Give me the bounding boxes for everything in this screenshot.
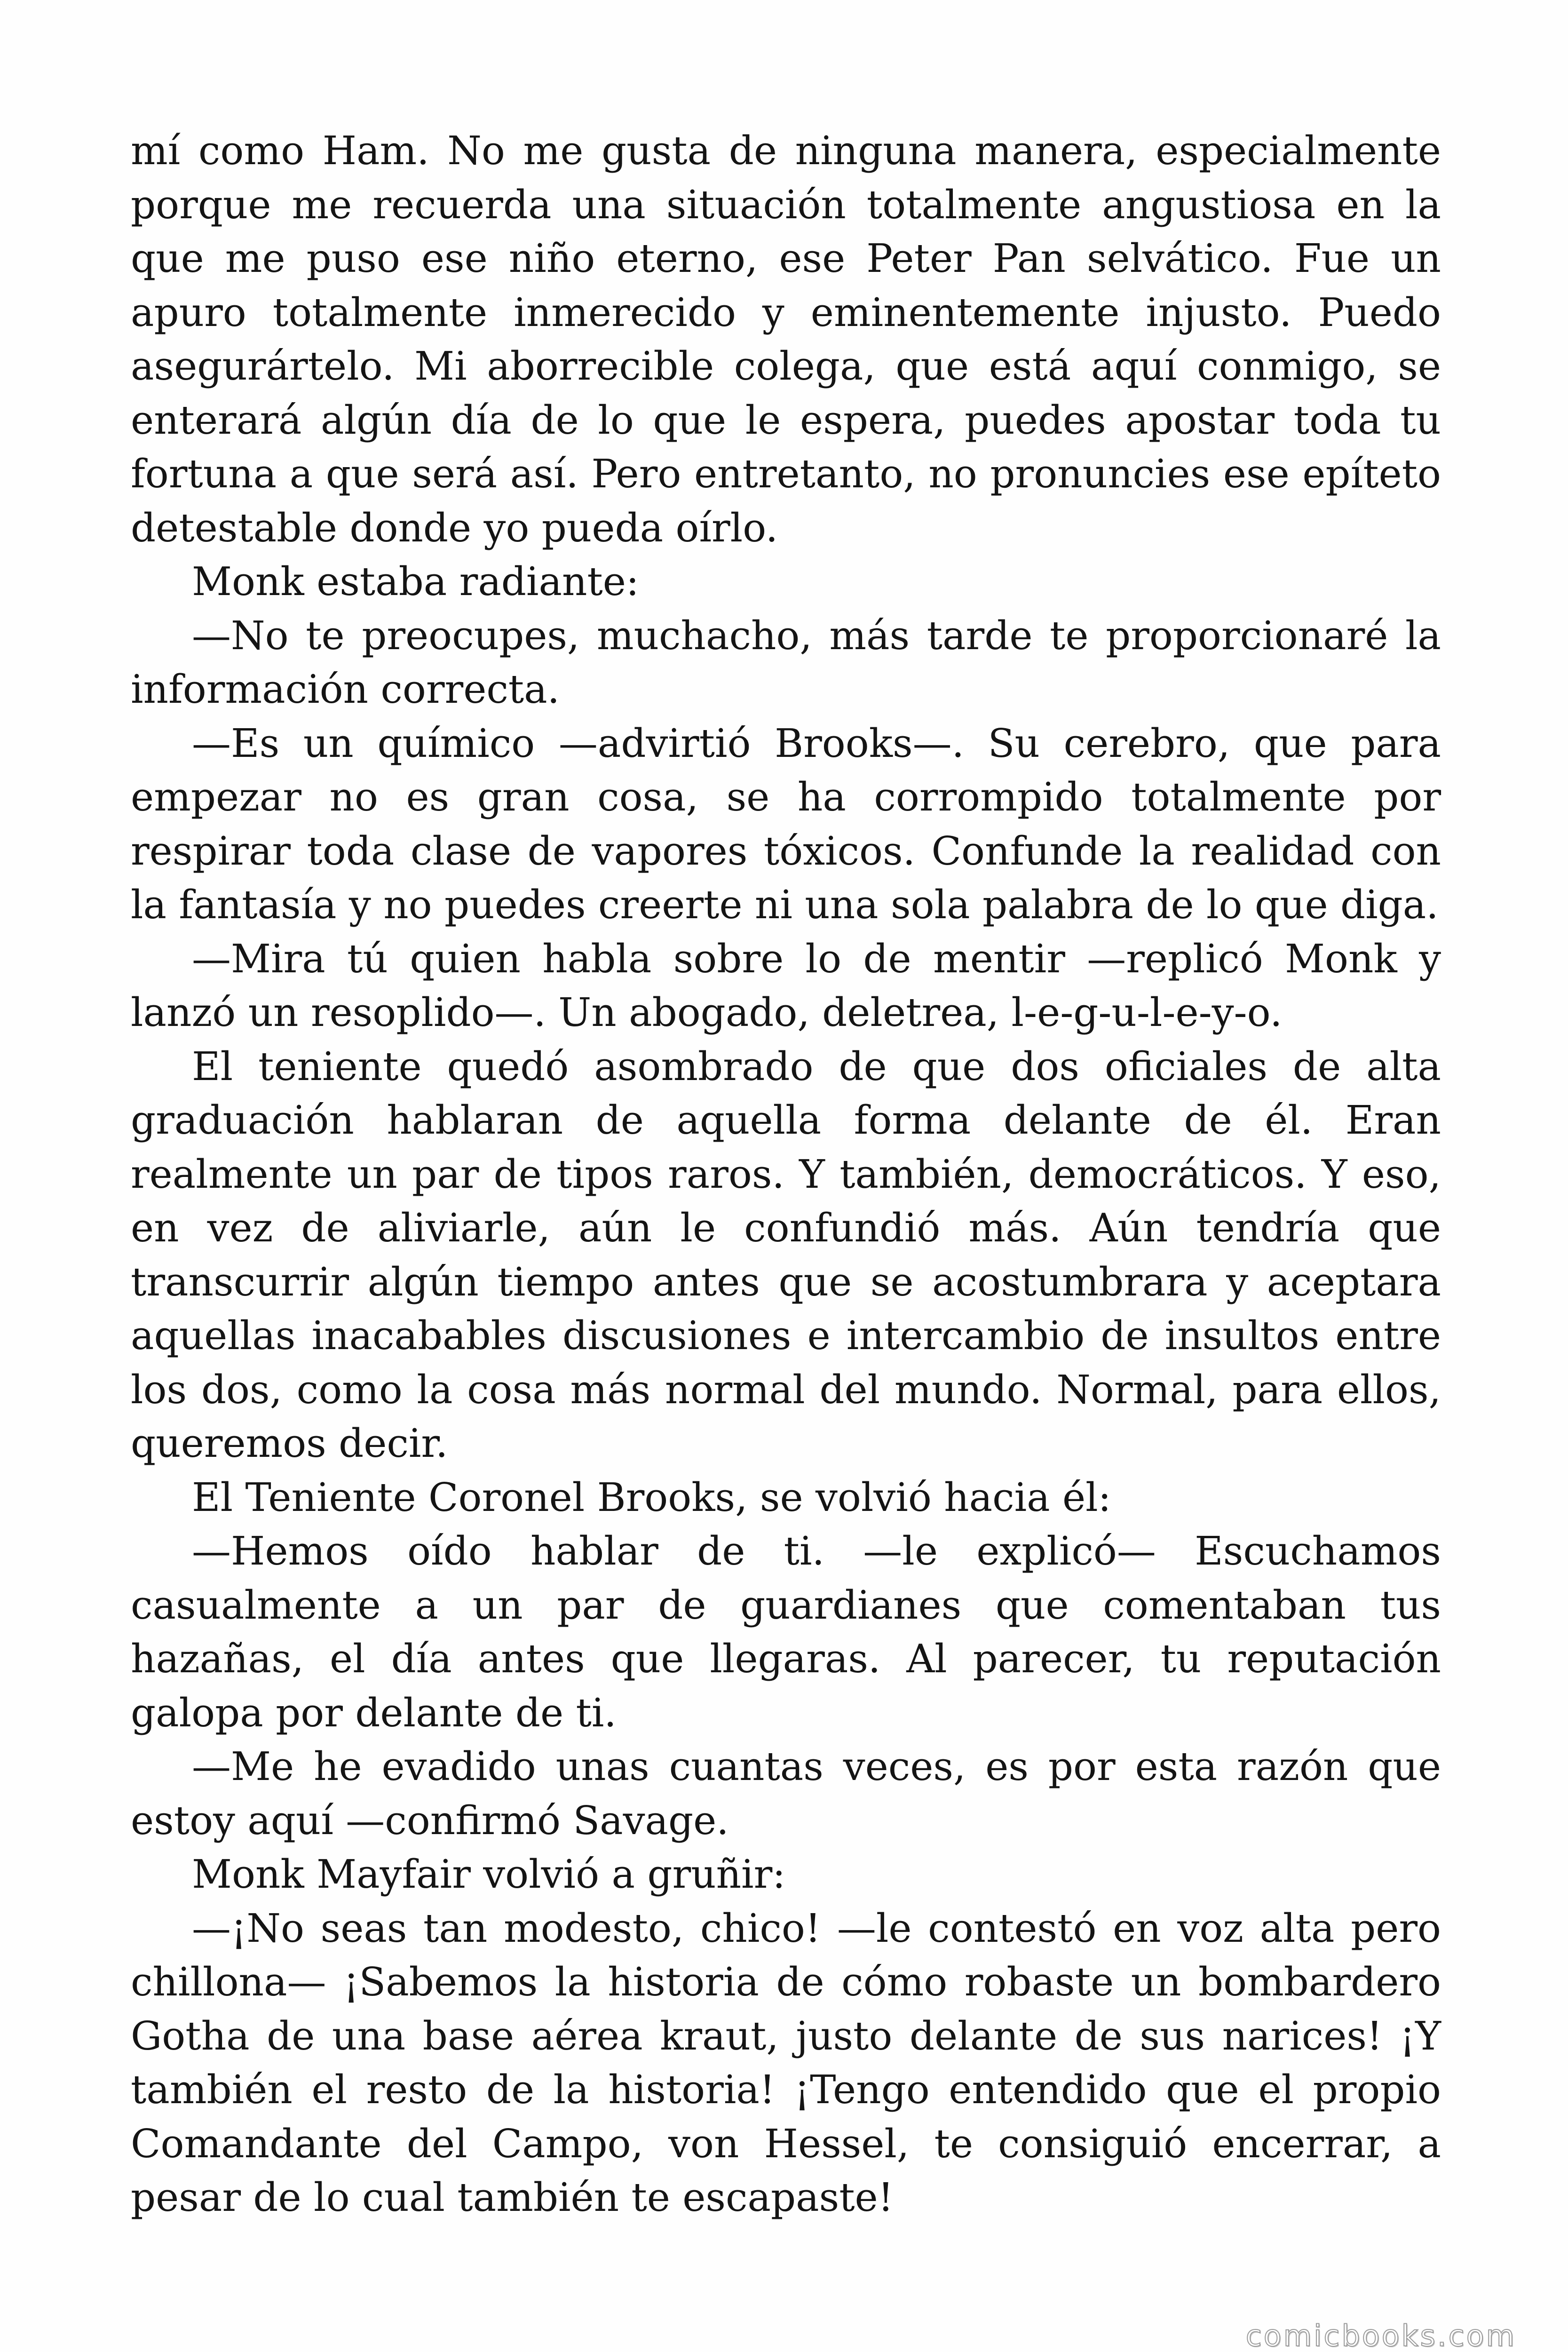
- paragraph: —¡No seas tan modesto, chico! —le contestó en voz alta pero chillona— ¡Sabemos la historia de cómo robaste un bombardero Gotha de una base aérea kraut, justo delante de sus narices! ¡Y también el resto de la historia! ¡Tengo entendido que el propio Comandante del Campo, von Hessel, te consiguió encerrar, a pesar de lo cual también te escapaste!: [131, 1905, 1441, 2220]
- paragraph: Monk estaba radiante:: [192, 559, 639, 604]
- paragraph: —Mira tú quien habla sobre lo de mentir —replicó Monk y lanzó un resoplido—. Un abogado, deletrea, l-e-g-u-l-e-y-o.: [131, 936, 1441, 1035]
- paragraph: —No te preocupes, muchacho, más tarde te proporcionaré la información correcta.: [131, 612, 1441, 712]
- paragraph: Monk Mayfair volvió a gruñir:: [192, 1851, 786, 1897]
- paragraph: mí como Ham. No me gusta de ninguna manera, especialmente porque me recuerda una situación totalmente angustiosa en la que me puso ese niño eterno, ese Peter Pan selvático. Fue un apuro totalmente inmerecido y eminentemente injusto. Puedo asegurártelo. Mi aborrecible colega, que está aquí conmigo, se enterará algún día de lo que le espera, puedes apostar toda tu fortuna a que será así. Pero entretanto, no pronuncies ese epíteto detestable donde yo pueda oírlo.: [131, 128, 1441, 551]
- paragraph: El Teniente Coronel Brooks, se volvió hacia él:: [192, 1474, 1111, 1520]
- paragraph: —Hemos oído hablar de ti. —le explicó— Escuchamos casualmente a un par de guardianes que comentaban tus hazañas, el día antes que llegaras. Al parecer, tu reputación galopa por delante de ti.: [131, 1528, 1441, 1736]
- body-text: [131, 124, 1441, 2225]
- paragraph: —Es un químico —advirtió Brooks—. Su cerebro, que para empezar no es gran cosa, se ha corrompido totalmente por respirar toda clase de vapores tóxicos. Confunde la realidad con la fantasía y no puedes creerte ni una sola palabra de lo que diga.: [131, 720, 1441, 928]
- watermark: comicbooks.com: [1245, 2319, 1516, 2352]
- paragraph: El teniente quedó asombrado de que dos oficiales de alta graduación hablaran de aquella forma delante de él. Eran realmente un par de tipos raros. Y también, democráticos. Y eso, en vez de aliviarle, aún le confundió más. Aún tendría que transcurrir algún tiempo antes que se acostumbrara y aceptara aquellas inacabables discusiones e intercambio de insultos entre los dos, como la cosa más normal del mundo. Normal, para ellos, queremos decir.: [131, 1043, 1441, 1466]
- paragraph: —Me he evadido unas cuantas veces, es por esta razón que estoy aquí —confirmó Savage.: [131, 1744, 1441, 1843]
